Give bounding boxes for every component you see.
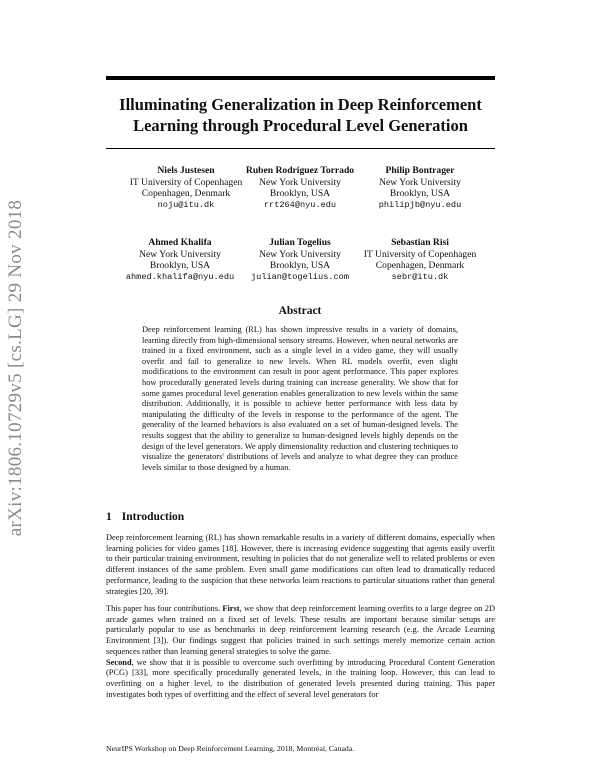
title-top-rule bbox=[106, 76, 495, 80]
author-block-risi bbox=[345, 237, 495, 284]
author-affiliation: New York University bbox=[259, 248, 341, 260]
author-location: Brooklyn, USA bbox=[389, 188, 451, 200]
paper-title-line-1: Illuminating Generalization in Deep Reinforcement bbox=[119, 95, 482, 114]
author-email: philipjb@nyu.edu bbox=[378, 200, 462, 211]
section-title: Introduction bbox=[121, 511, 185, 523]
author-name: Julian Togelius bbox=[269, 237, 331, 248]
author-email: julian@togelius.com bbox=[251, 272, 349, 283]
author-email: noju@itu.dk bbox=[157, 200, 215, 211]
second-label: Second bbox=[106, 657, 132, 667]
author-affiliation: IT University of Copenhagen bbox=[363, 248, 477, 260]
author-location: Brooklyn, USA bbox=[269, 260, 331, 272]
title-bottom-rule bbox=[106, 148, 495, 149]
author-email: ahmed.khalifa@nyu.edu bbox=[125, 272, 235, 283]
arxiv-identifier-text: arXiv:1806.10729v5 [cs.LG] 29 Nov 2018 bbox=[5, 199, 26, 537]
author-affiliation: New York University bbox=[259, 176, 341, 188]
contributions-intro: This paper has four contributions. bbox=[106, 604, 221, 613]
author-affiliation: IT University of Copenhagen bbox=[129, 176, 243, 188]
author-block-bontrager bbox=[345, 165, 495, 212]
author-email: sebr@itu.dk bbox=[391, 272, 449, 283]
author-location: Copenhagen, Denmark bbox=[141, 188, 231, 200]
author-affiliation: New York University bbox=[139, 248, 221, 260]
author-location: Brooklyn, USA bbox=[149, 260, 211, 272]
author-name: Niels Justesen bbox=[157, 165, 215, 176]
section-heading-introduction bbox=[106, 511, 184, 523]
first-contribution-text: , we show that deep reinforcement learning overfits to a large degree on 2D arcade games when trained on a fixed set of levels. These results are important because similar setups are particularly popular to use as benchmarks in deep reinforcement learning research (e.g. the Arcade Learning Environment [3]). Our findings suggest that policies trained in such settings merely memorize certain action sequences rather than learning general strategies to solve the game. bbox=[106, 604, 495, 656]
abstract-heading: Abstract bbox=[278, 305, 322, 317]
paper-title bbox=[106, 94, 495, 136]
author-name: Sebastian Risi bbox=[391, 237, 449, 248]
intro-paragraph-1: Deep reinforcement learning (RL) has shown remarkable results in a variety of different domains, especially when learning policies for video games [18]. However, there is increasing evidence suggesting that agents easily overfit to their particular training environment, resulting in policies that do not generalize well to related problems or even different instances of the same problem. Even small game modifications can often lead to dramatically reduced performance, leading to the suspicion that these networks learn reactions to particular situations rather than general strategies [20, 39]. bbox=[106, 533, 495, 596]
author-name: Ruben Rodriguez Torrado bbox=[245, 165, 355, 176]
author-name: Ahmed Khalifa bbox=[148, 237, 212, 248]
author-location: Brooklyn, USA bbox=[269, 188, 331, 200]
author-location: Copenhagen, Denmark bbox=[375, 260, 465, 272]
second-contribution-text: , we show that it is possible to overcome such overfitting by introducing Procedural Content Generation (PCG) [33], more specifically procedurally generated levels, in the training loop. However, this can lead to overfitting on a higher level, to the distribution of generated levels presented during training. This paper investigates both types of overfitting and the effect of several level generators for bbox=[106, 657, 495, 699]
section-number: 1 bbox=[106, 511, 112, 523]
author-email: rrt264@nyu.edu bbox=[263, 200, 337, 211]
first-label: First bbox=[222, 604, 240, 613]
abstract-text: Deep reinforcement learning (RL) has shown impressive results in a variety of domains, learning directly from high-dimensional sensory streams. However, when neural networks are trained in a fixed environment, such as a single level in a video game, they will usually overfit and fail to generalize to new levels. When RL models overfit, even slight modifications to the environment can result in poor agent performance. This paper explores how procedurally generated levels during training can increase generality. We show that for some games procedural level generation enables generalization to new levels within the same distribution. Additionally, it is possible to achieve better performance with less data by manipulating the difficulty of the levels in response to the performance of the agent. The generality of the learned behaviors is also evaluated on a set of human-designed levels. The results suggest that the ability to generalize to human-designed levels highly depends on the design of the level generators. We apply dimensionality reduction and clustering techniques to visualize the generators' distributions of levels and analyze to what degree they can produce levels similar to those designed by a human. bbox=[142, 325, 458, 472]
arxiv-identifier-stamp bbox=[3, 198, 29, 538]
author-name: Philip Bontrager bbox=[385, 165, 455, 176]
author-affiliation: New York University bbox=[379, 176, 461, 188]
intro-paragraph-2 bbox=[106, 604, 495, 700]
venue-footnote: NeurIPS Workshop on Deep Reinforcement Learning, 2018, Montréal, Canada. bbox=[106, 744, 355, 753]
paper-title-line-2: Learning through Procedural Level Generation bbox=[133, 116, 468, 135]
